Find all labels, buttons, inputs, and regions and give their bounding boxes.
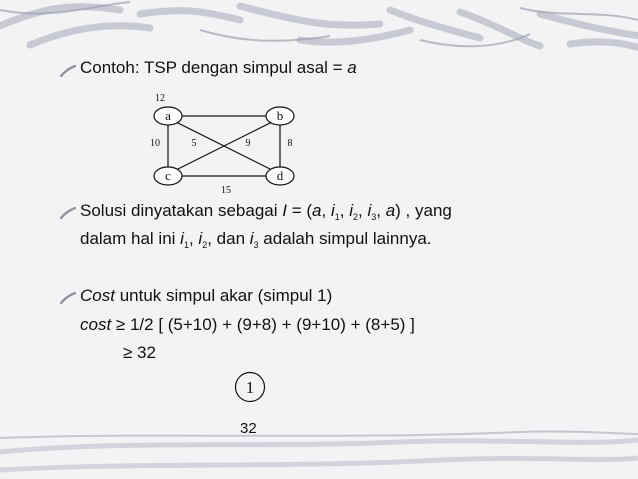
- weight-a-c: 10: [150, 138, 160, 149]
- tsp-graph: [130, 86, 310, 194]
- weight-c-d: 15: [221, 185, 231, 194]
- circled-number-label: 1: [245, 378, 255, 397]
- weight-b-d: 8: [287, 138, 293, 149]
- bullet-icon: [60, 65, 76, 77]
- bullet-2-line-1: Solusi dinyatakan sebagai I = (a, $i_1$, $i_2$, $i_3$, a) , yang: [80, 201, 452, 222]
- bullet-3-line-2: cost ≥ 1/2 [ (5+10) + (9+8) + (9+10) + (8+5) ]: [80, 315, 415, 334]
- node-a-label: a: [165, 108, 171, 123]
- node-b-label: b: [276, 108, 284, 123]
- weight-b-c: 9: [245, 138, 251, 149]
- node-c-label: c: [165, 168, 171, 183]
- bullet-2-line-2: dalam hal ini $i_1$, $i_2$, dan $i_3$ adalah simpul lainnya.: [80, 229, 432, 250]
- bullet-3-line-3: ≥ 32: [123, 343, 156, 362]
- bullet-1-text: Contoh: TSP dengan simpul asal = a: [80, 58, 357, 77]
- node-d-label: d: [276, 168, 284, 183]
- bullet-icon: [60, 207, 76, 219]
- page-number: 32: [240, 420, 257, 437]
- bullet-icon: [60, 292, 76, 304]
- weight-a-b: 12: [155, 93, 165, 104]
- bullet-3-line-1: Cost untuk simpul akar (simpul 1): [80, 286, 333, 305]
- circled-number: [234, 371, 266, 403]
- weight-a-d: 5: [191, 138, 197, 149]
